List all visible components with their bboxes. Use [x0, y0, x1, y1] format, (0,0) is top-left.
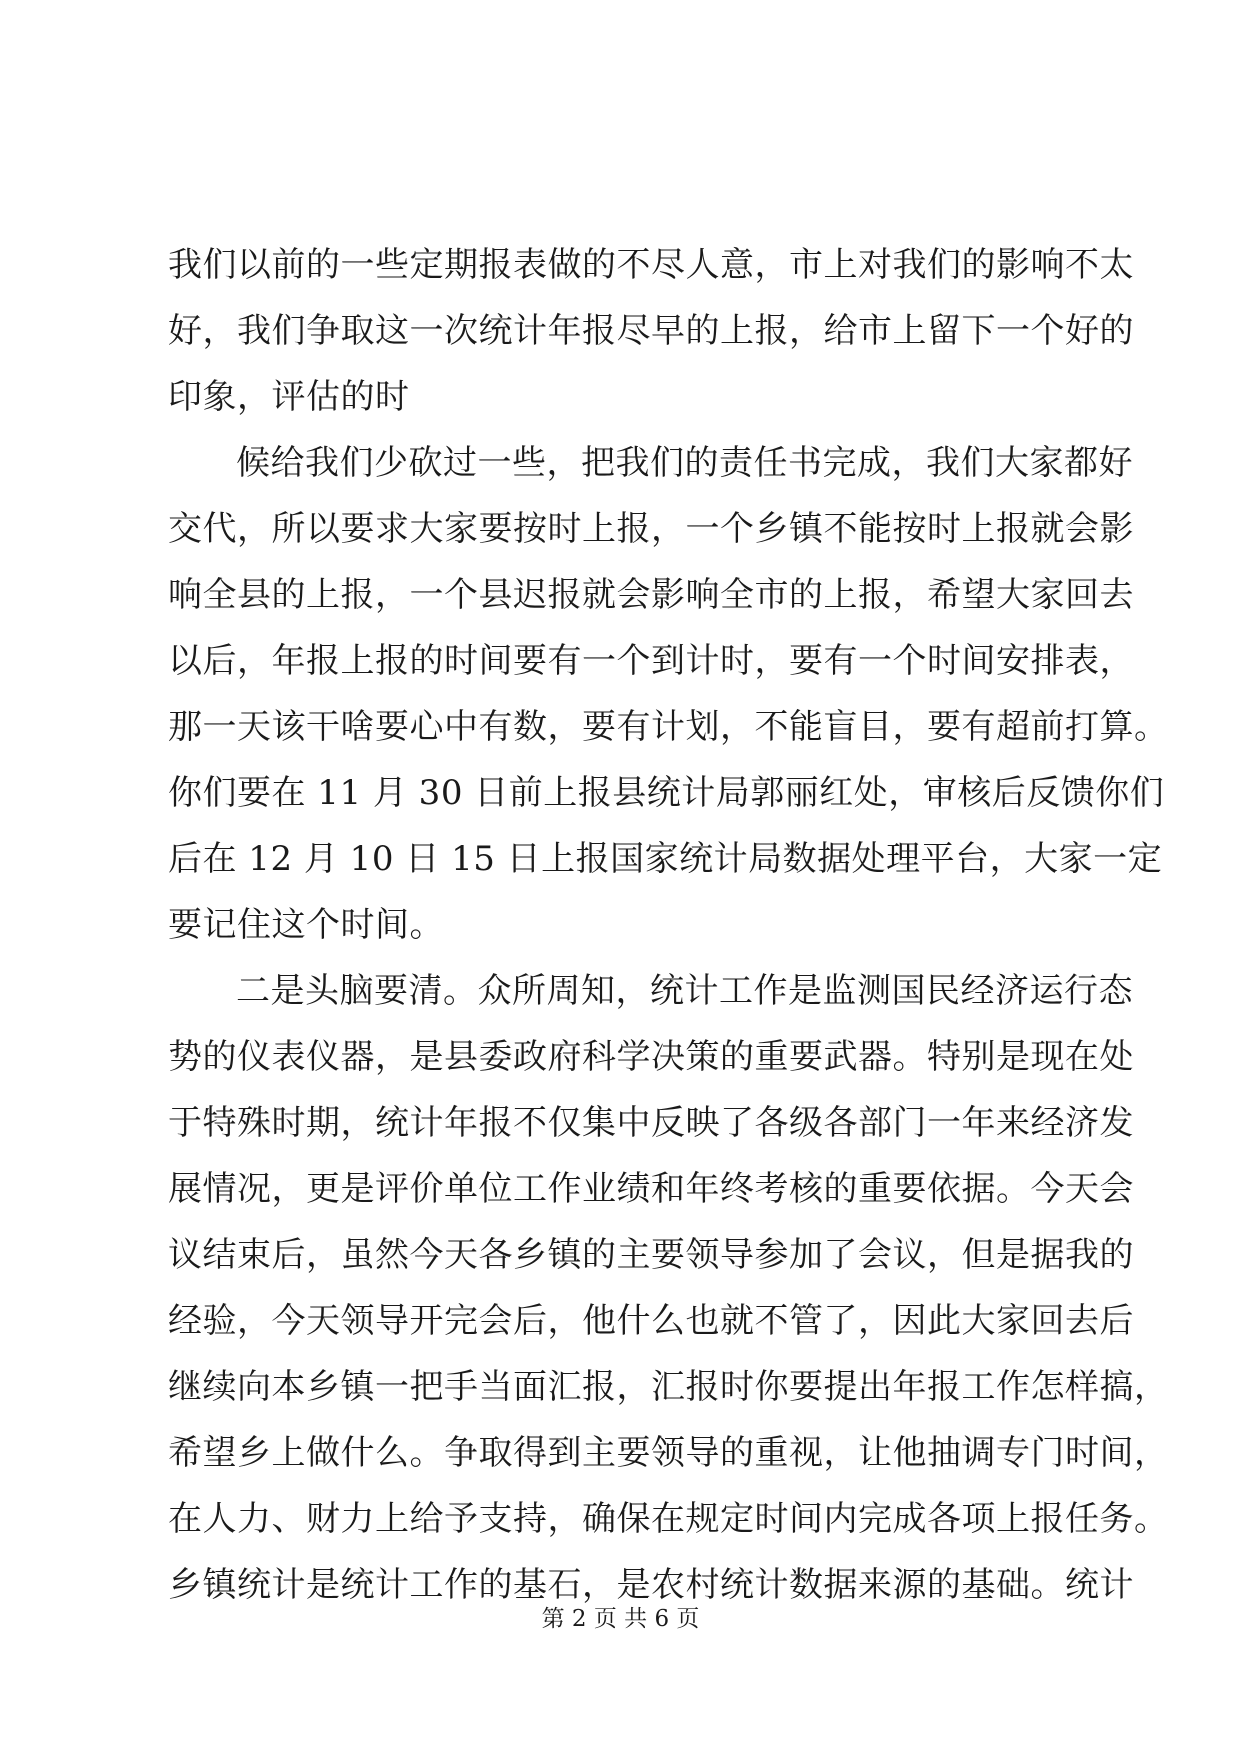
text-line: 继续向本乡镇一把手当面汇报，汇报时你要提出年报工作怎样搞， [168, 1367, 1169, 1407]
text-line: 好，我们争取这一次统计年报尽早的上报，给市上留下一个好的 [168, 311, 1134, 351]
text-line: 印象，评估的时 [168, 377, 410, 417]
text-line: 议结束后，虽然今天各乡镇的主要领导参加了会议，但是据我的 [168, 1235, 1134, 1275]
text-line: 乡镇统计是统计工作的基石，是农村统计数据来源的基础。统计 [168, 1565, 1134, 1605]
body-text [168, 232, 1169, 1618]
text-line: 响全县的上报，一个县迟报就会影响全市的上报，希望大家回去 [168, 575, 1134, 615]
text-line: 那一天该干啥要心中有数，要有计划，不能盲目，要有超前打算。 [168, 707, 1169, 747]
text-line: 于特殊时期，统计年报不仅集中反映了各级各部门一年来经济发 [168, 1103, 1134, 1143]
text-line: 势的仪表仪器，是县委政府科学决策的重要武器。特别是现在处 [168, 1037, 1134, 1077]
text-line: 要记住这个时间。 [168, 905, 444, 945]
paragraph-start-line: 候给我们少砍过一些，把我们的责任书完成，我们大家都好 [236, 443, 1133, 483]
text-line: 后在 12 月 10 日 15 日上报国家统计局数据处理平台，大家一定 [168, 839, 1163, 879]
text-line: 在人力、财力上给予支持，确保在规定时间内完成各项上报任务。 [168, 1499, 1169, 1539]
text-line: 经验，今天领导开完会后，他什么也就不管了，因此大家回去后 [168, 1301, 1134, 1341]
text-line: 交代，所以要求大家要按时上报，一个乡镇不能按时上报就会影 [168, 509, 1134, 549]
text-line: 希望乡上做什么。争取得到主要领导的重视，让他抽调专门时间， [168, 1433, 1169, 1473]
text-line: 展情况，更是评价单位工作业绩和年终考核的重要依据。今天会 [168, 1169, 1134, 1209]
paragraph-start-line: 二是头脑要清。众所周知，统计工作是监测国民经济运行态 [236, 971, 1133, 1011]
text-line: 以后，年报上报的时间要有一个到计时，要有一个时间安排表， [168, 641, 1134, 681]
text-line: 你们要在 11 月 30 日前上报县统计局郭丽红处，审核后反馈你们 [168, 773, 1165, 813]
page-number-footer: 第 2 页 共 6 页 [541, 1606, 700, 1632]
text-line: 我们以前的一些定期报表做的不尽人意，市上对我们的影响不太 [168, 245, 1134, 285]
